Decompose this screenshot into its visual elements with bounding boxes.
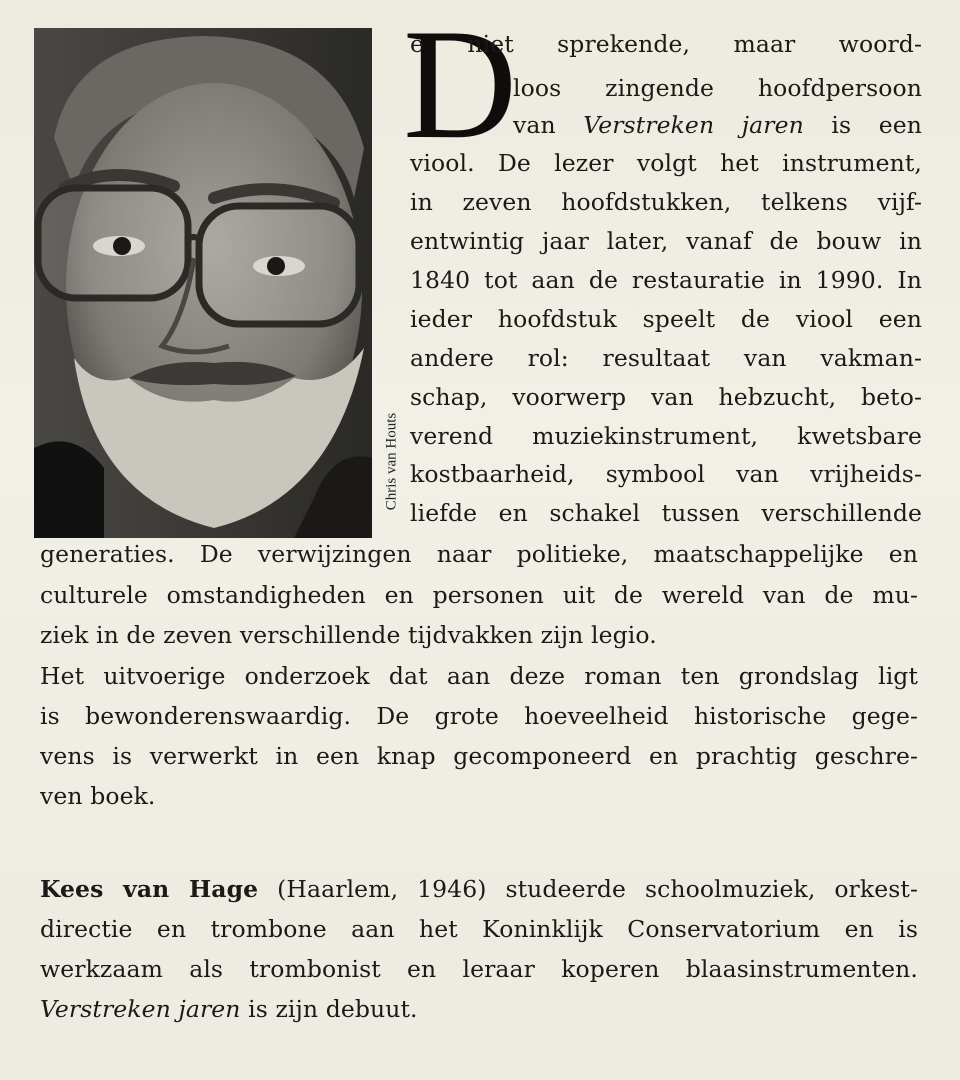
text-line: entwintig jaar later, vanaf de bouw in <box>410 227 922 255</box>
text-line: liefde en schakel tussen verschillende <box>410 499 922 527</box>
text-line: ieder hoofdstuk speelt de viool een <box>410 305 922 333</box>
text-line: is bewonderenswaardig. De grote hoeveelheid historische gege- <box>40 702 918 730</box>
author-name: Kees van Hage <box>40 875 259 903</box>
text-line: culturele omstandigheden en personen uit de wereld van de mu- <box>40 581 918 609</box>
text-line: e niet sprekende, maar woord- <box>410 30 922 58</box>
text-line: verend muziekinstrument, kwetsbare <box>410 422 922 450</box>
book-title: Verstreken jaren <box>583 111 804 139</box>
bio-line: Kees van Hage (Haarlem, 1946) studeerde schoolmuziek, orkest- <box>40 875 918 903</box>
text-line: loos zingende hoofdpersoon <box>513 74 922 102</box>
text-line: generaties. De verwijzingen naar politieke, maatschappelijke en <box>40 540 918 568</box>
photo-credit: Chris van Houts <box>383 412 400 510</box>
text-line: in zeven hoofdstukken, telkens vijf- <box>410 188 922 216</box>
text-line: schap, voorwerp van hebzucht, beto- <box>410 383 922 411</box>
drop-cap: D <box>403 0 518 172</box>
text-line: kostbaarheid, symbool van vrijheids- <box>410 460 922 488</box>
text-line: andere rol: resultaat van vakman- <box>410 344 922 372</box>
text-line: ziek in de zeven verschillende tijdvakken zijn legio. <box>40 621 657 649</box>
text-line: ven boek. <box>40 782 156 810</box>
text-line: van Verstreken jaren is een <box>513 111 922 139</box>
book-title: Verstreken jaren <box>40 995 241 1023</box>
text-line: Het uitvoerige onderzoek dat aan deze roman ten grondslag ligt <box>40 662 918 690</box>
bio-line: Verstreken jaren is zijn debuut. <box>40 995 418 1023</box>
text-line: 1840 tot aan de restauratie in 1990. In <box>410 266 922 294</box>
author-photo <box>34 28 372 538</box>
bio-line: werkzaam als trombonist en leraar koperen blaasinstrumenten. <box>40 955 918 983</box>
text-line: viool. De lezer volgt het instrument, <box>410 149 922 177</box>
text-line: vens is verwerkt in een knap gecomponeerd en prachtig geschre- <box>40 742 918 770</box>
bio-line: directie en trombone aan het Koninklijk Conservatorium en is <box>40 915 918 943</box>
